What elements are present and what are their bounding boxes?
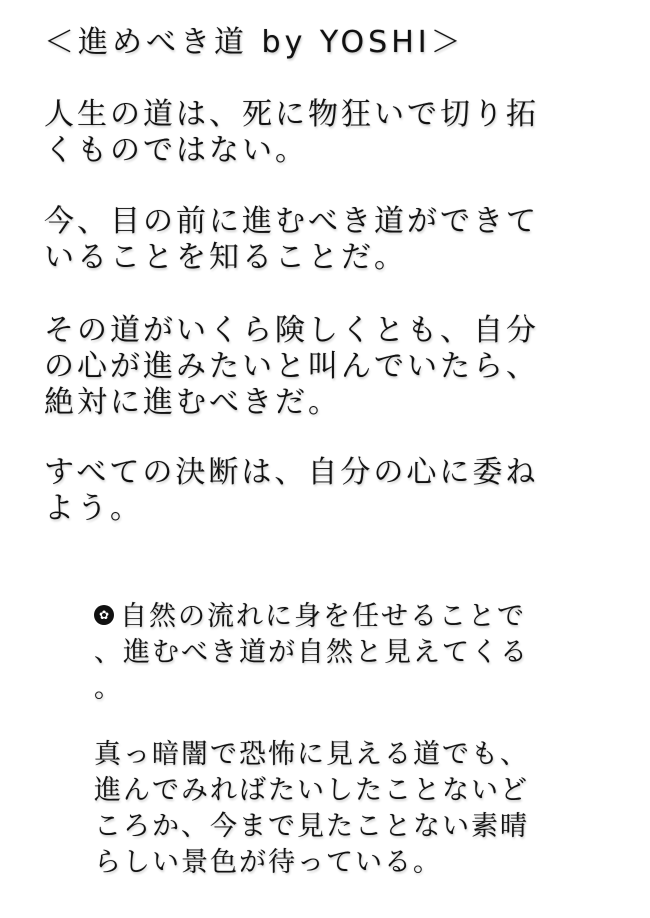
note-2-line-3: ころか、今まで見たことない素晴	[94, 811, 529, 842]
note-1-line-2: 、進むべき道が自然と見えてくる	[94, 637, 529, 668]
note-1-line-1-text: 自然の流れに身を任せることで	[120, 601, 526, 632]
note-2-line-2: 進んでみればたいしたことないど	[94, 775, 529, 806]
note-2-line-4: らしい景色が待っている。	[94, 847, 442, 878]
paragraph-3-line-1: その道がいくら険しくとも、自分	[44, 313, 539, 348]
paragraph-1-line-1: 人生の道は、死に物狂いで切り拓	[44, 97, 539, 132]
paragraph-3-line-2: の心が進みたいと叫んでいたら、	[44, 349, 539, 384]
paragraph-2-line-1: 今、目の前に進むべき道ができて	[44, 204, 539, 239]
note-1-line-1	[94, 602, 526, 632]
paragraph-1-line-2: くものではない。	[44, 133, 308, 168]
circled-symbol-icon: ✿	[94, 605, 114, 625]
paragraph-4-line-1: すべての決断は、自分の心に委ね	[44, 455, 539, 490]
paragraph-4-line-2: よう。	[44, 491, 143, 526]
paragraph-3-line-3: 絶対に進むべきだ。	[44, 385, 341, 420]
paragraph-2-line-2: いることを知ることだ。	[44, 240, 407, 275]
note-1-line-3: 。	[94, 673, 123, 704]
page-title: ＜進めべき道 by YOSHI＞	[44, 25, 465, 60]
note-2-line-1: 真っ暗闇で恐怖に見える道でも、	[94, 739, 529, 770]
